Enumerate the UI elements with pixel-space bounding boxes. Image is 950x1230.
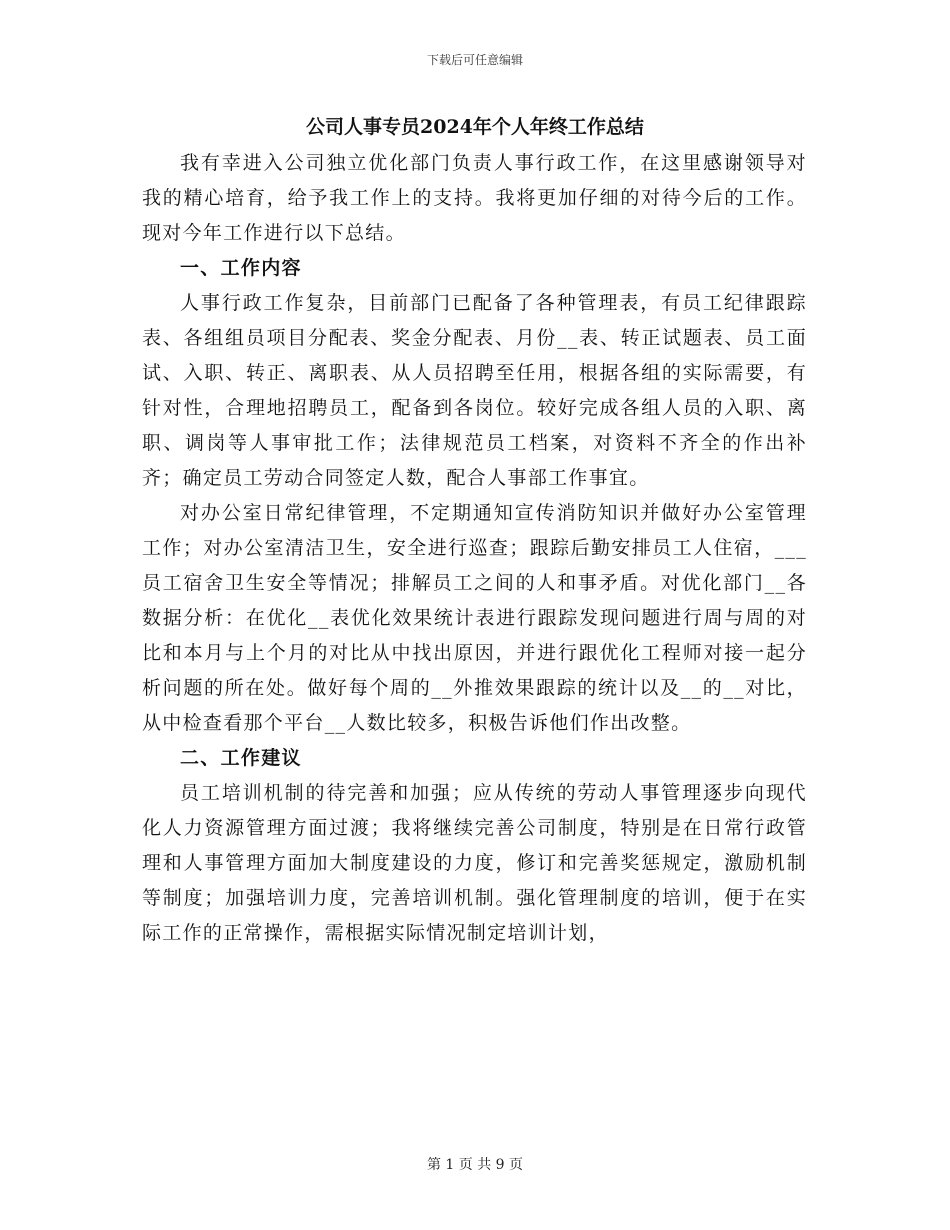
page-number-footer: 第 1 页 共 9 页: [426, 1157, 524, 1173]
document-body: [142, 146, 807, 951]
section-heading-work-suggestions: 二、工作建议: [180, 747, 302, 769]
paragraph-work-content-1: 人事行政工作复杂，目前部门已配备了各种管理表，有员工纪律跟踪表、各组组员项目分配表、奖金分配表、月份__表、转正试题表、员工面试、入职、转正、离职表、从人员招聘至任用，根据各组的实际需要，有针对性，合理地招聘员工，配备到各岗位。较好完成各组人员的入职、离职、调岗等人事审批工作；法律规范员工档案，对资料不齐全的作出补齐；确定员工劳动合同签定人数，配合人事部工作事宜。: [142, 292, 807, 489]
paragraph-work-content-2: 对办公室日常纪律管理，不定期通知宣传消防知识并做好办公室管理工作；对办公室清洁卫生，安全进行巡查；跟踪后勤安排员工人住宿，___员工宿舍卫生安全等情况；排解员工之间的人和事矛盾。对优化部门__各数据分析：在优化__表优化效果统计表进行跟踪发现问题进行周与周的对比和本月与上个月的对比从中找出原因，并进行跟优化工程师对接一起分析问题的所在处。做好每个周的__外推效果跟踪的统计以及__的__对比，从中检查看那个平台__人数比较多，积极告诉他们作出改整。: [142, 502, 807, 734]
section-heading-work-content: 一、工作内容: [180, 257, 302, 279]
intro-paragraph: 我有幸进入公司独立优化部门负责人事行政工作，在这里感谢领导对我的精心培育，给予我工作上的支持。我将更加仔细的对待今后的工作。现对今年工作进行以下总结。: [142, 152, 807, 244]
page-header: 下载后可任意编辑: [426, 53, 523, 67]
paragraph-work-suggestions-1: 员工培训机制的待完善和加强；应从传统的劳动人事管理逐步向现代化人力资源管理方面过渡；我将继续完善公司制度，特别是在日常行政管理和人事管理方面加大制度建设的力度，修订和完善奖惩规定，激励机制等制度；加强培训力度，完善培训机制。强化管理制度的培训，便于在实际工作的正常操作，需根据实际情况制定培训计划，: [142, 782, 807, 944]
document-title: 公司人事专员2024年个人年终工作总结: [306, 116, 644, 138]
